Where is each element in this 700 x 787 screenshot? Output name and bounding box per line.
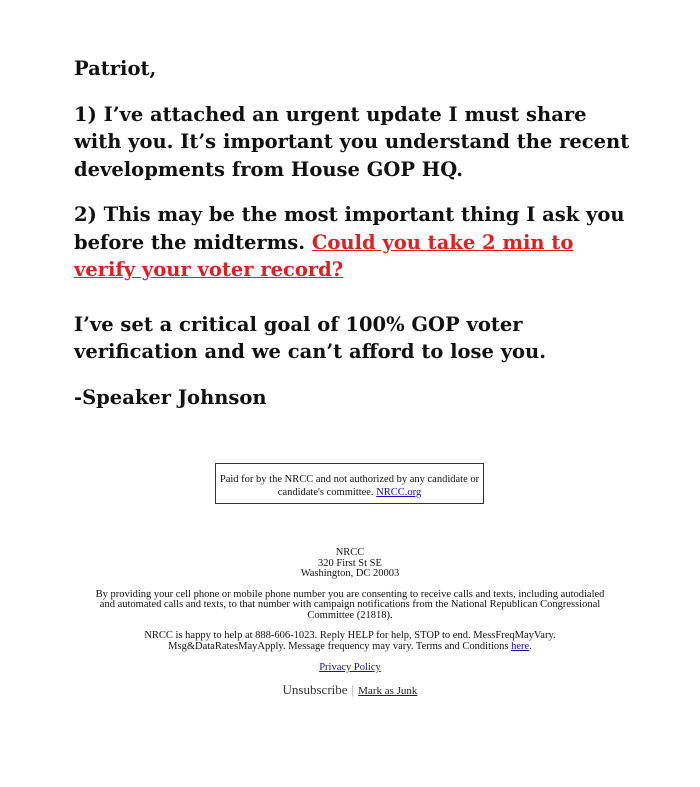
mark-as-junk-link[interactable]: Mark as Junk [358, 684, 418, 697]
consent-text: By providing your cell phone or mobile phone number you are consenting to receive calls and texts, including autodialed and automated calls and texts, to that number with campaign notifications from the National Republican Congressional Committee (21818). [95, 588, 605, 621]
unsubscribe-row [95, 683, 605, 698]
disclaimer-text: Paid for by the NRCC and not authorized by any candidate or candidate's committee. [219, 474, 480, 498]
paragraph-update: 1) I’ve attached an urgent update I must share with you. It’s important you understand the recent developments from House GOP HQ. [74, 102, 630, 181]
separator: | [351, 681, 355, 697]
paragraph-request-text: 2) This may be the most important thing I ask you before the midterms. [74, 203, 625, 254]
terms-link[interactable]: here [511, 640, 530, 652]
paid-for-disclaimer [215, 463, 484, 504]
paragraph-goal: I’ve set a critical goal of 100% GOP voter verification and we can’t afford to lose you. [74, 312, 547, 363]
help-text [95, 631, 605, 652]
footer-org: NRCC [335, 547, 365, 558]
privacy-policy-link[interactable]: Privacy Policy [319, 662, 381, 673]
paragraph-request [74, 201, 634, 284]
help-text-end: . [529, 640, 532, 652]
footer-city: Washington, DC 20003 [300, 568, 400, 579]
email-body [74, 55, 634, 411]
unsubscribe-link[interactable]: Unsubscribe [282, 681, 348, 697]
footer [95, 548, 605, 698]
nrcc-link[interactable]: NRCC.org [376, 487, 422, 498]
help-text-body: NRCC is happy to help at 888-606-1023. Reply HELP for help, STOP to end. MessFreqMayVary. Msg&DataRatesMayApply. Message frequency may vary. Terms and Conditions [144, 630, 556, 652]
footer-street: 320 First St SE [318, 557, 382, 569]
privacy-row [95, 663, 605, 674]
signature: -Speaker Johnson [74, 385, 267, 409]
greeting: Patriot, [74, 57, 157, 80]
verify-voter-record-link[interactable]: Could you take 2 min to verify your voter record? [74, 230, 574, 281]
